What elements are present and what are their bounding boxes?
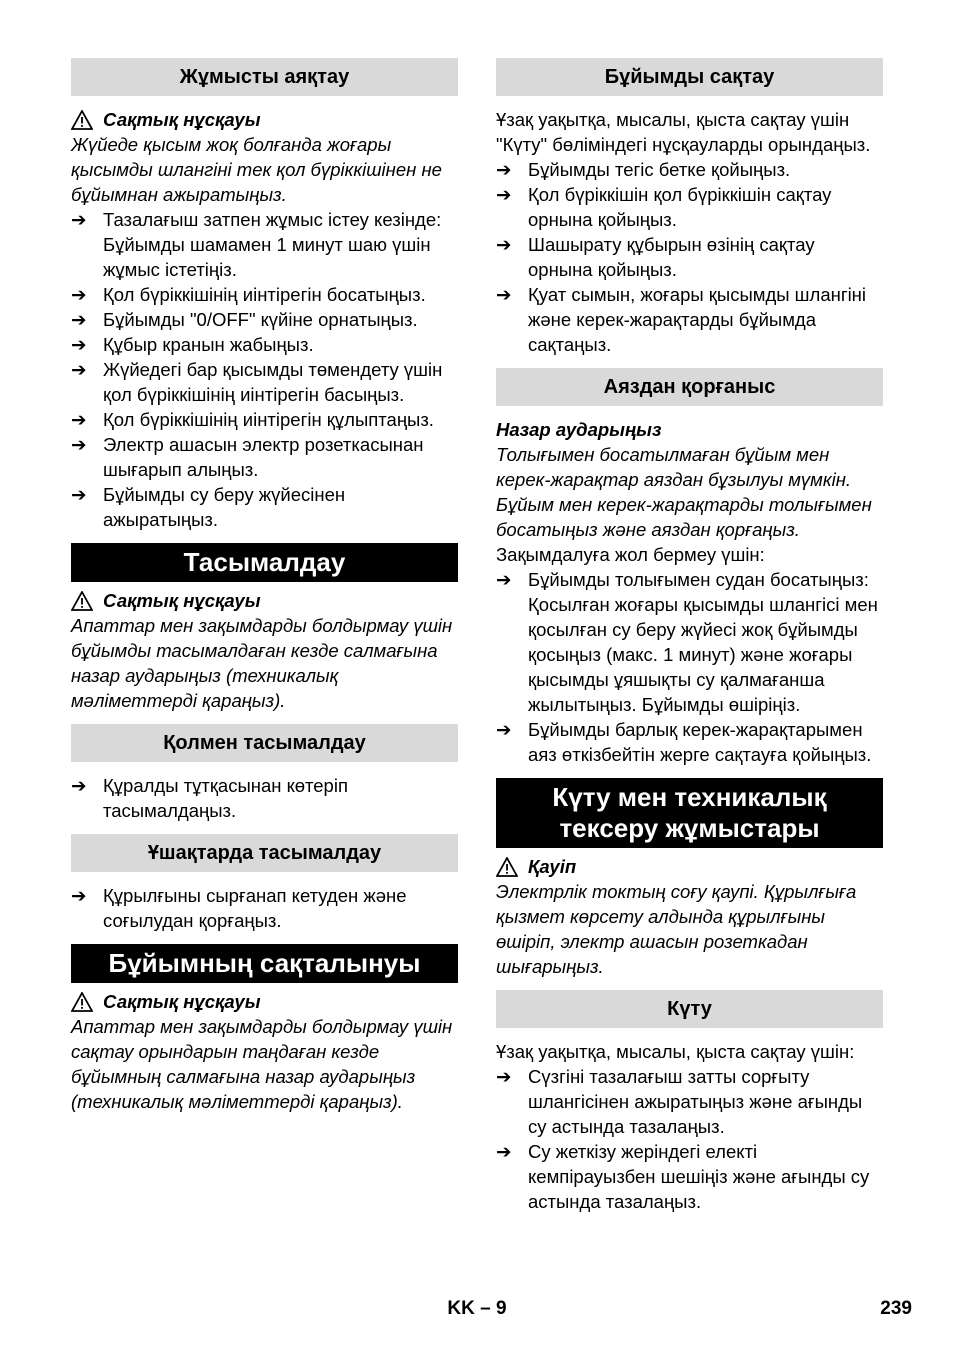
list-item-text: Жүйедегі бар қысымды төмендету үшін қол бүріккішінің иінтірегін басыңыз.	[103, 359, 443, 405]
body-text: Ұзақ уақытқа, мысалы, қыста сақтау үшін "Күту" бөліміндегі нұсқауларды орындаңыз.	[496, 109, 871, 155]
list-item-text: Бұйымды су беру жүйесінен ажыратыңыз.	[103, 484, 346, 530]
bullet-list	[71, 207, 458, 532]
list-item-text: Бұйымды барлық керек-жарақтарымен аяз өткізбейтін жерге сақтауға қойыңыз.	[528, 719, 872, 765]
safety-note-text: Апаттар мен зақымдарды болдырмау үшін сақтау орындарын таңдаған кезде бұйымның салмағына назар аударыңыз (техникалық мәліметтерді қараңыз).	[71, 1016, 453, 1112]
list-item	[71, 357, 458, 407]
list-item-text: Шашырату құбырын өзінің сақтау орнына қойыңыз.	[528, 234, 815, 280]
arrow-right-icon: ➔	[496, 719, 512, 740]
warning-triangle-icon	[71, 110, 93, 130]
section-heading: Жұмысты аяқтау	[71, 58, 458, 96]
list-item	[71, 883, 458, 933]
bullet-list	[71, 883, 458, 933]
page-number: 239	[880, 1298, 912, 1319]
right-column	[496, 58, 883, 1214]
arrow-right-icon: ➔	[496, 569, 512, 590]
arrow-right-icon: ➔	[71, 484, 87, 505]
footer-label: KK – 9	[447, 1298, 507, 1319]
arrow-right-icon: ➔	[71, 284, 87, 305]
left-column	[71, 58, 458, 1114]
arrow-right-icon: ➔	[71, 434, 87, 455]
chapter-heading: Тасымалдау	[71, 543, 458, 582]
bullet-list	[496, 567, 883, 767]
section-heading: Қолмен тасымалдау	[71, 724, 458, 762]
arrow-right-icon: ➔	[496, 159, 512, 180]
list-item	[71, 432, 458, 482]
bullet-list	[496, 157, 883, 357]
arrow-right-icon: ➔	[71, 334, 87, 355]
list-item-text: Құбыр кранын жабыңыз.	[103, 334, 314, 355]
list-item	[496, 1064, 883, 1139]
arrow-right-icon: ➔	[496, 234, 512, 255]
chapter-heading: Бұйымның сақталынуы	[71, 944, 458, 983]
list-item	[496, 717, 883, 767]
attention-note-text: Толығымен босатылмаған бұйым мен керек-жарақтар аяздан бұзылуы мүмкін. Бұйым мен керек-жарақтарды толығымен босатыңыз және аяздан қорғаңыз.	[496, 444, 872, 540]
section-heading: Аяздан қорғаныс	[496, 368, 883, 406]
list-item	[496, 567, 883, 717]
section-heading: Күту	[496, 990, 883, 1028]
list-item-text: Қол бүріккішін қол бүріккішін сақтау орнына қойыңыз.	[528, 184, 832, 230]
list-item-text: Бұйымды тегіс бетке қойыңыз.	[528, 159, 791, 180]
list-item-text: Қол бүріккішінің иінтірегін босатыңыз.	[103, 284, 426, 305]
list-item-text: Сүзгіні тазалағыш затты сорғыту шлангісінен ажыратыңыз және ағынды су астында тазалаңыз.	[528, 1066, 863, 1137]
list-item	[496, 1139, 883, 1214]
chapter-heading: Күту мен техникалық тексеру жұмыстары	[496, 778, 883, 848]
danger-note-text: Электрлік токтың соғу қаупі. Құрылғыға қызмет көрсету алдында құрылғыны өшіріп, электр ашасын розеткадан шығарыңыз.	[496, 881, 857, 977]
arrow-right-icon: ➔	[71, 409, 87, 430]
safety-note-text: Жүйеде қысым жоқ болғанда жоғары қысымды шлангіні тек қол бүріккішінен не бұйымнан ажыратыңыз.	[71, 134, 442, 205]
warning-triangle-icon	[71, 591, 93, 611]
warning-triangle-icon	[496, 857, 518, 877]
arrow-right-icon: ➔	[71, 309, 87, 330]
list-item	[496, 182, 883, 232]
list-item	[71, 207, 458, 282]
safety-note-heading: Сақтық нұсқауы	[71, 989, 458, 1014]
arrow-right-icon: ➔	[496, 284, 512, 305]
list-item-text: Бұйымды толығымен судан босатыңыз: Қосылған жоғары қысымды шлангісі мен қосылған су беру жүйесі жоқ бұйымды қосыңыз (макс. 1 минут) және жоғары қысымды ұяшықты су қалмағанша жылытыңыз. Бұйымды өшіріңіз.	[528, 569, 878, 715]
bullet-list	[496, 1064, 883, 1214]
list-item-text: Су жеткізу жеріндегі електі кемпірауызбен шешіңіз және ағынды су астында тазалаңыз.	[528, 1141, 870, 1212]
list-item	[71, 282, 458, 307]
danger-note-heading: Қауіп	[496, 854, 883, 879]
list-item-text: Бұйымды "0/OFF" күйіне орнатыңыз.	[103, 309, 418, 330]
arrow-right-icon: ➔	[496, 184, 512, 205]
safety-note-text: Апаттар мен зақымдарды болдырмау үшін бұйымды тасымалдаған кезде салмағына назар аударыңыз (техникалық мәліметтерді қараңыз).	[71, 615, 453, 711]
section-heading: Ұшақтарда тасымалдау	[71, 834, 458, 872]
list-item	[71, 482, 458, 532]
warning-triangle-icon	[71, 992, 93, 1012]
list-item-text: Қол бүріккішінің иінтірегін құлыптаңыз.	[103, 409, 434, 430]
arrow-right-icon: ➔	[496, 1141, 512, 1162]
section-heading: Бұйымды сақтау	[496, 58, 883, 96]
list-item-text: Құралды тұтқасынан көтеріп тасымалдаңыз.	[103, 775, 348, 821]
arrow-right-icon: ➔	[71, 359, 87, 380]
body-text: Зақымдалуға жол бермеу үшін:	[496, 544, 765, 565]
safety-note-heading: Сақтық нұсқауы	[71, 107, 458, 132]
list-item	[496, 232, 883, 282]
list-item-text: Электр ашасын электр розеткасынан шығарып алыңыз.	[103, 434, 424, 480]
list-item	[71, 307, 458, 332]
list-item	[71, 773, 458, 823]
attention-note-heading: Назар аударыңыз	[496, 419, 662, 440]
arrow-right-icon: ➔	[71, 775, 87, 796]
body-text: Ұзақ уақытқа, мысалы, қыста сақтау үшін:	[496, 1041, 855, 1062]
arrow-right-icon: ➔	[71, 209, 87, 230]
bullet-list	[71, 773, 458, 823]
list-item	[71, 407, 458, 432]
list-item	[71, 332, 458, 357]
arrow-right-icon: ➔	[71, 885, 87, 906]
list-item-text: Құрылғыны сырғанап кетуден және соғылудан қорғаңыз.	[103, 885, 407, 931]
arrow-right-icon: ➔	[496, 1066, 512, 1087]
list-item	[496, 157, 883, 182]
list-item	[496, 282, 883, 357]
safety-note-heading: Сақтық нұсқауы	[71, 588, 458, 613]
list-item-text: Тазалағыш затпен жұмыс істеу кезінде: Бұйымды шамамен 1 минут шаю үшін жұмыс істетіңіз.	[103, 209, 442, 280]
list-item-text: Қуат сымын, жоғары қысымды шлангіні және керек-жарақтарды бұйымда сақтаңыз.	[528, 284, 867, 355]
